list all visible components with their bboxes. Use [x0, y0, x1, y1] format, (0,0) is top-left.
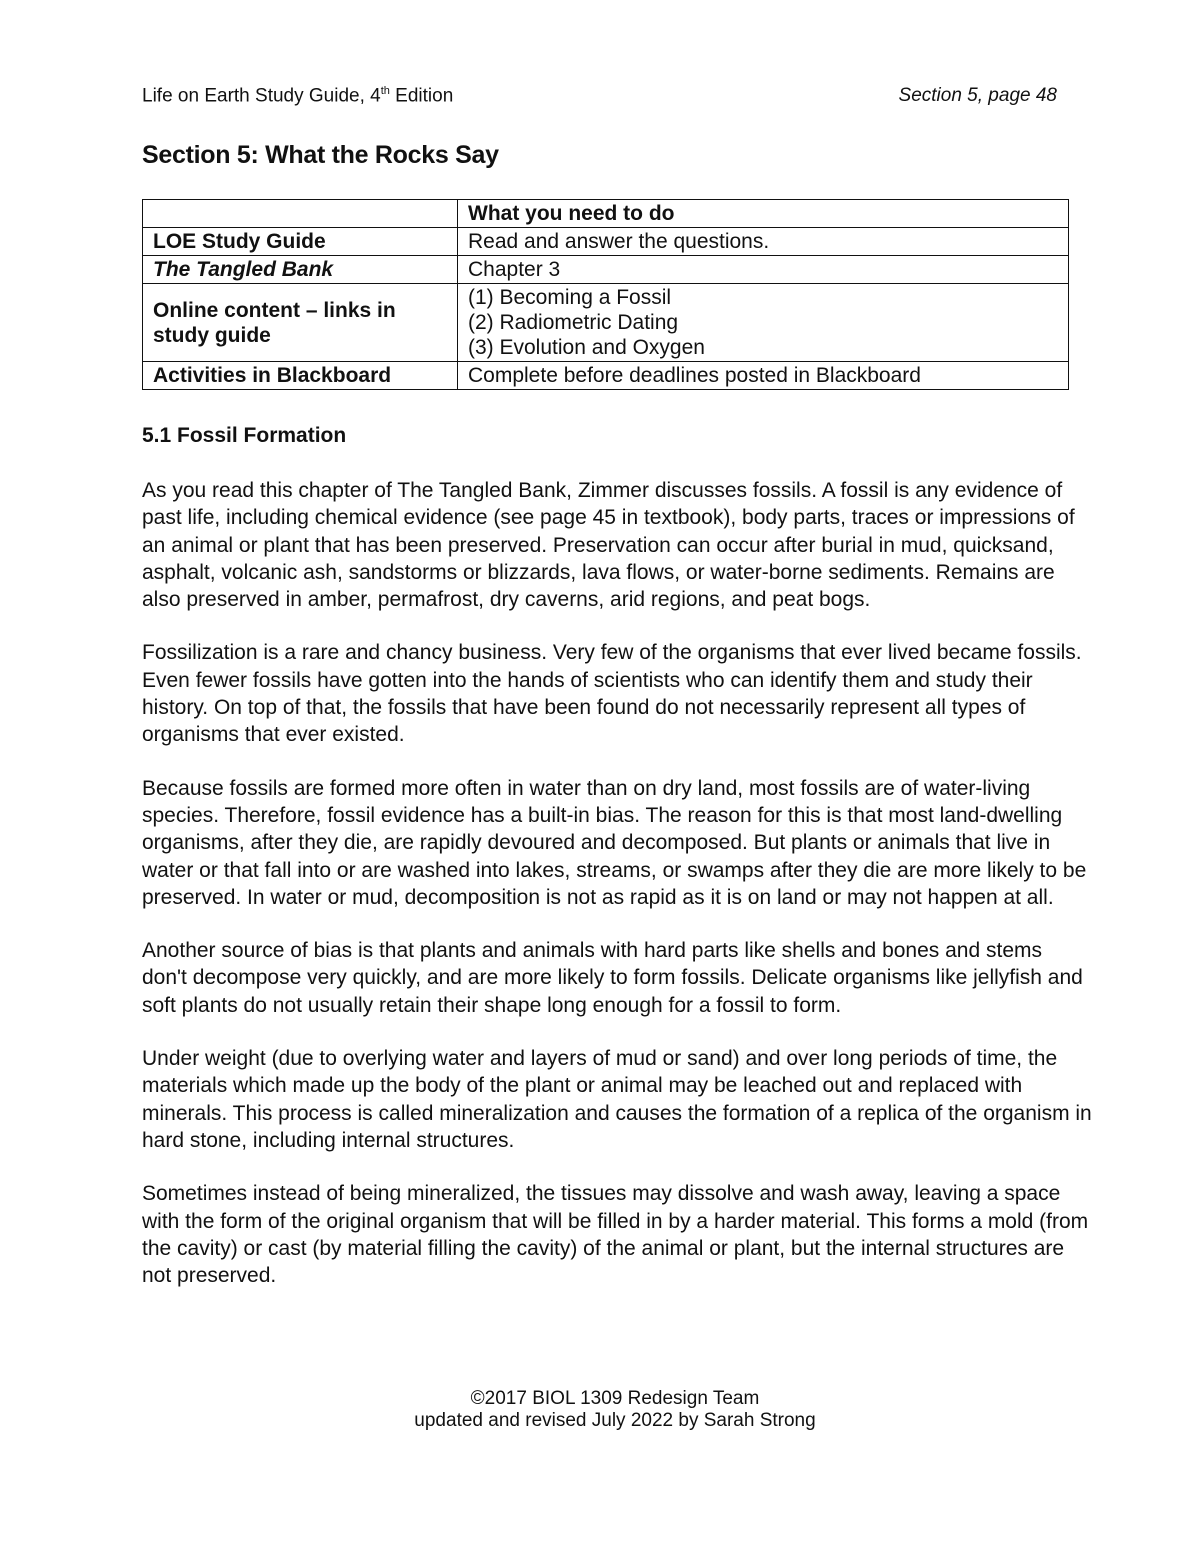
- table-row: [143, 256, 1069, 284]
- table-row-label: Activities in Blackboard: [143, 362, 458, 390]
- table-value-line: (3) Evolution and Oxygen: [468, 336, 705, 359]
- header-edition-superscript: th: [380, 85, 390, 97]
- footer-copyright: ©2017 BIOL 1309 Redesign Team: [470, 1388, 760, 1409]
- table-row-value: [458, 256, 1069, 284]
- table-row-value: [458, 362, 1069, 390]
- paragraph: As you read this chapter of The Tangled Bank, Zimmer discusses fossils. A fossil is any evidence of past life, including chemical evidence (see page 45 in textbook), body parts, traces or impressions of an animal or plant that has been preserved. Preservation can occur after burial in mud, quicksand, asphalt, volcanic ash, sandstorms or blizzards, lava flows, or water-borne sediments. Remains are also preserved in amber, permafrost, dry caverns, arid regions, and peat bogs.: [142, 479, 1075, 612]
- page-footer: [0, 1388, 1200, 1432]
- task-table: [142, 199, 1069, 390]
- running-header-title: [142, 85, 453, 107]
- table-row-value: [458, 284, 1069, 362]
- table-row: [143, 284, 1069, 362]
- table-header-row: [143, 200, 1069, 228]
- paragraph: Sometimes instead of being mineralized, the tissues may dissolve and wash away, leaving a space with the form of the original organism that will be filled in by a harder material. This forms a mold (from the cavity) or cast (by material filling the cavity) of the animal or plant, but the internal structures are not preserved.: [142, 1182, 1089, 1288]
- table-row-label: LOE Study Guide: [143, 228, 458, 256]
- page-title: Section 5: What the Rocks Say: [142, 141, 499, 169]
- table-value-line: (2) Radiometric Dating: [468, 311, 679, 334]
- table-row-label: Online content – links in study guide: [143, 284, 458, 362]
- table-value-line: (1) Becoming a Fossil: [468, 286, 672, 309]
- section-heading: 5.1 Fossil Formation: [142, 424, 347, 447]
- table-row-value: [458, 228, 1069, 256]
- table-row: [143, 362, 1069, 390]
- footer-revision: updated and revised July 2022 by Sarah Strong: [414, 1410, 816, 1431]
- table-header-empty-cell: [143, 200, 458, 228]
- paragraph: Under weight (due to overlying water and layers of mud or sand) and over long periods of time, the materials which made up the body of the plant or animal may be leached out and replaced with minerals. This process is called mineralization and causes the formation of a replica of the organism in hard stone, including internal structures.: [142, 1047, 1092, 1152]
- table-row-label: The Tangled Bank: [143, 256, 458, 284]
- paragraph: Because fossils are formed more often in water than on dry land, most fossils are of water-living species. Therefore, fossil evidence has a built-in bias. The reason for this is that most land-dwelling organisms, after they die, are rapidly devoured and decomposed. But plants or animals that live in water or that fall into or are washed into lakes, streams, or swamps after they die are more likely to be preserved. In water or mud, decomposition is not as rapid as it is on land or may not happen at all.: [142, 776, 1087, 909]
- paragraph: Another source of bias is that plants and animals with hard parts like shells and bones and stems don't decompose very quickly, and are more likely to form fossils. Delicate organisms like jellyfish and soft plants do not usually retain their shape long enough for a fossil to form.: [142, 939, 1083, 1017]
- table-value-line: Read and answer the questions.: [468, 230, 770, 253]
- running-header-page: Section 5, page 48: [898, 85, 1057, 106]
- table-value-line: Chapter 3: [468, 258, 561, 281]
- table-row: [143, 228, 1069, 256]
- table-value-line: Complete before deadlines posted in Blackboard: [468, 364, 921, 387]
- paragraph: Fossilization is a rare and chancy business. Very few of the organisms that ever lived became fossils. Even fewer fossils have gotten into the hands of scientists who can identify them and study their history. On top of that, the fossils that have been found do not necessarily represent all types of organisms that ever existed.: [142, 641, 1082, 747]
- header-title-text: Life on Earth Study Guide, 4: [142, 85, 381, 107]
- table-column-header: What you need to do: [458, 200, 1069, 228]
- body-text: [142, 477, 1092, 1315]
- header-edition-suffix: Edition: [389, 85, 454, 107]
